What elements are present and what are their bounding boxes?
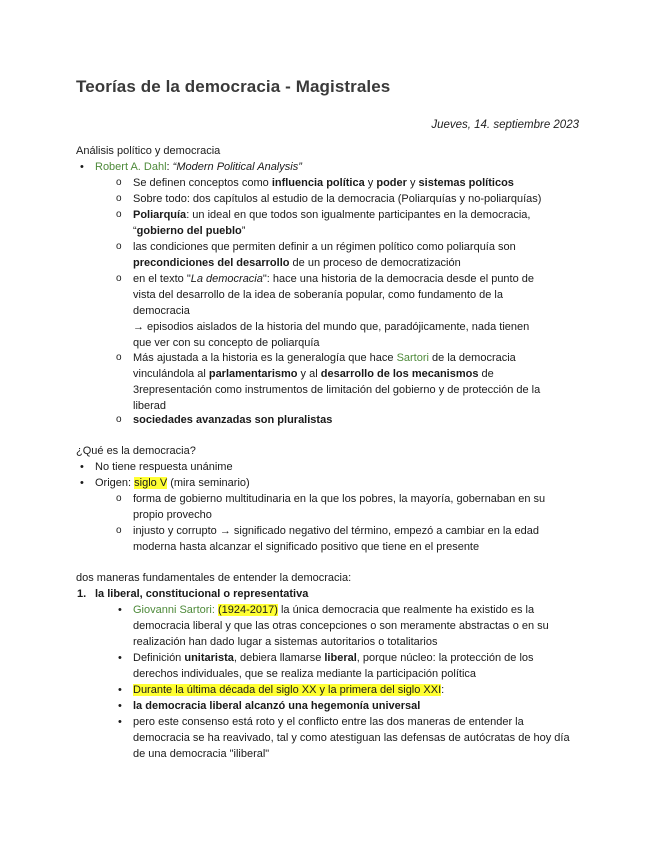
sub-item-capitulos: Sobre todo: dos capítulos al estudio de la democracia (Poliarquías y no-poliarquías) [133, 193, 542, 205]
circle-marker: o [116, 414, 122, 425]
circle-marker: o [116, 273, 122, 284]
highlight-ultima-decada: Durante la última década del siglo XX y la primera del siglo XXI [133, 684, 442, 696]
page-title: Teorías de la democracia - Magistrales [76, 77, 391, 96]
sub-item-condiciones: las condiciones que permiten definir a un régimen político como poliarquía son [133, 241, 516, 253]
bullet-marker: • [118, 652, 122, 664]
sub-item-forma-cont: propio provecho [133, 509, 212, 521]
sub-item-condiciones-cont: precondiciones del desarrollo de un proceso de democratización [133, 257, 461, 269]
bullet-origen: Origen: siglo V (mira seminario) [95, 477, 250, 489]
bullet-marker: • [118, 684, 122, 696]
circle-marker: o [116, 493, 122, 504]
sub-item-sartori-l4: liberad [133, 400, 167, 412]
bullet-definicion-cont: derechos individuales, que se realiza mediante la participación política [133, 668, 477, 680]
sub-item-injusto: injusto y corrupto → significado negativo del término, empezó a cambiar en la edad [133, 525, 540, 537]
sub-item-poliarquia: Poliarquía: un ideal en que todos son igualmente participantes en la democracia, [133, 209, 531, 221]
sub-item-sartori-l2: vinculándola al parlamentarismo y al desarrollo de los mecanismos de [133, 368, 494, 380]
sub-item-texto-l3: democracia [133, 305, 190, 317]
bullet-consenso-l2: democracia se ha reavivado, tal y como atestiguan las defensas de autócratas de hoy día [133, 732, 570, 744]
circle-marker: o [116, 525, 122, 536]
bullet-marker: • [80, 461, 84, 473]
book-title: “Modern Political Analysis” [172, 161, 302, 173]
bullet-dahl: Robert A. Dahl: “Modern Political Analysis” [95, 161, 302, 173]
sub-item-injusto-cont: moderna hasta alcanzar el significado positivo que tiene en el presente [133, 541, 480, 553]
section-heading-analisis: Análisis político y democracia [76, 145, 221, 157]
sub-item-forma: forma de gobierno multitudinaria en la que los pobres, la mayoría, gobernaban en su [133, 493, 546, 505]
circle-marker: o [116, 177, 122, 188]
highlight-years: (1924-2017) [217, 604, 278, 616]
section-heading-dos-maneras: dos maneras fundamentales de entender la democracia: [76, 572, 352, 584]
sub-item-pluralistas: sociedades avanzadas son pluralistas [133, 414, 333, 426]
bullet-marker: • [118, 604, 122, 616]
numbered-item-liberal: la liberal, constitucional o representativa [95, 588, 309, 600]
bullet-giovanni-sartori-l2: democracia liberal y que las otras concepciones o son meramente abstractas o en su [133, 620, 549, 632]
sub-item-texto-l4: → episodios aislados de la historia del mundo que, paradójicamente, nada tienen [133, 321, 530, 333]
bullet-marker: • [118, 700, 122, 712]
section-heading-que-es: ¿Qué es la democracia? [76, 445, 196, 457]
sub-item-texto-l5: que ver con su concepto de poliarquía [133, 337, 320, 349]
sub-item-sartori: Más ajustada a la historia es la generalogía que hace Sartori de la democracia [133, 352, 516, 364]
bullet-ultima-decada: Durante la última década del siglo XX y la primera del siglo XXI: [133, 684, 445, 696]
circle-marker: o [116, 241, 122, 252]
sub-item-sartori-l3: 3representación como instrumentos de limitación del gobierno y de protección de la [133, 384, 541, 396]
sub-item-poliarquia-cont: “gobierno del pueblo” [133, 225, 246, 237]
bullet-hegemonia: la democracia liberal alcanzó una hegemonía universal [133, 700, 421, 712]
circle-marker: o [116, 352, 122, 363]
bullet-consenso: pero este consenso está roto y el conflicto entre las dos maneras de entender la [133, 716, 524, 728]
bullet-definicion: Definición unitarista, debiera llamarse liberal, porque núcleo: la protección de los [133, 652, 534, 664]
highlight-siglo-v: siglo V [134, 477, 168, 489]
bullet-respuesta: No tiene respuesta unánime [95, 461, 233, 473]
bullet-giovanni-sartori: Giovanni Sartori: (1924-2017) la única democracia que realmente ha existido es la [133, 604, 535, 616]
bullet-consenso-l3: de una democracia "iliberal" [133, 748, 270, 760]
date-line: Jueves, 14. septiembre 2023 [431, 119, 579, 131]
sub-item-texto: en el texto "La democracia": hace una historia de la democracia desde el punto de [133, 273, 535, 285]
sub-item-conceptos: Se definen conceptos como influencia política y poder y sistemas políticos [133, 177, 514, 189]
circle-marker: o [116, 193, 122, 204]
bullet-marker: • [118, 716, 122, 728]
bullet-marker: • [80, 161, 84, 173]
bullet-giovanni-sartori-l3: realización han dado lugar a sistemas autoritarios o totalitarios [133, 636, 438, 648]
circle-marker: o [116, 209, 122, 220]
bullet-marker: • [80, 477, 84, 489]
list-number: 1. [77, 588, 87, 600]
sub-item-texto-l2: vista del desarrollo de la idea de soberanía popular, como fundamento de la [133, 289, 503, 301]
author-name: Robert A. Dahl [95, 161, 167, 173]
